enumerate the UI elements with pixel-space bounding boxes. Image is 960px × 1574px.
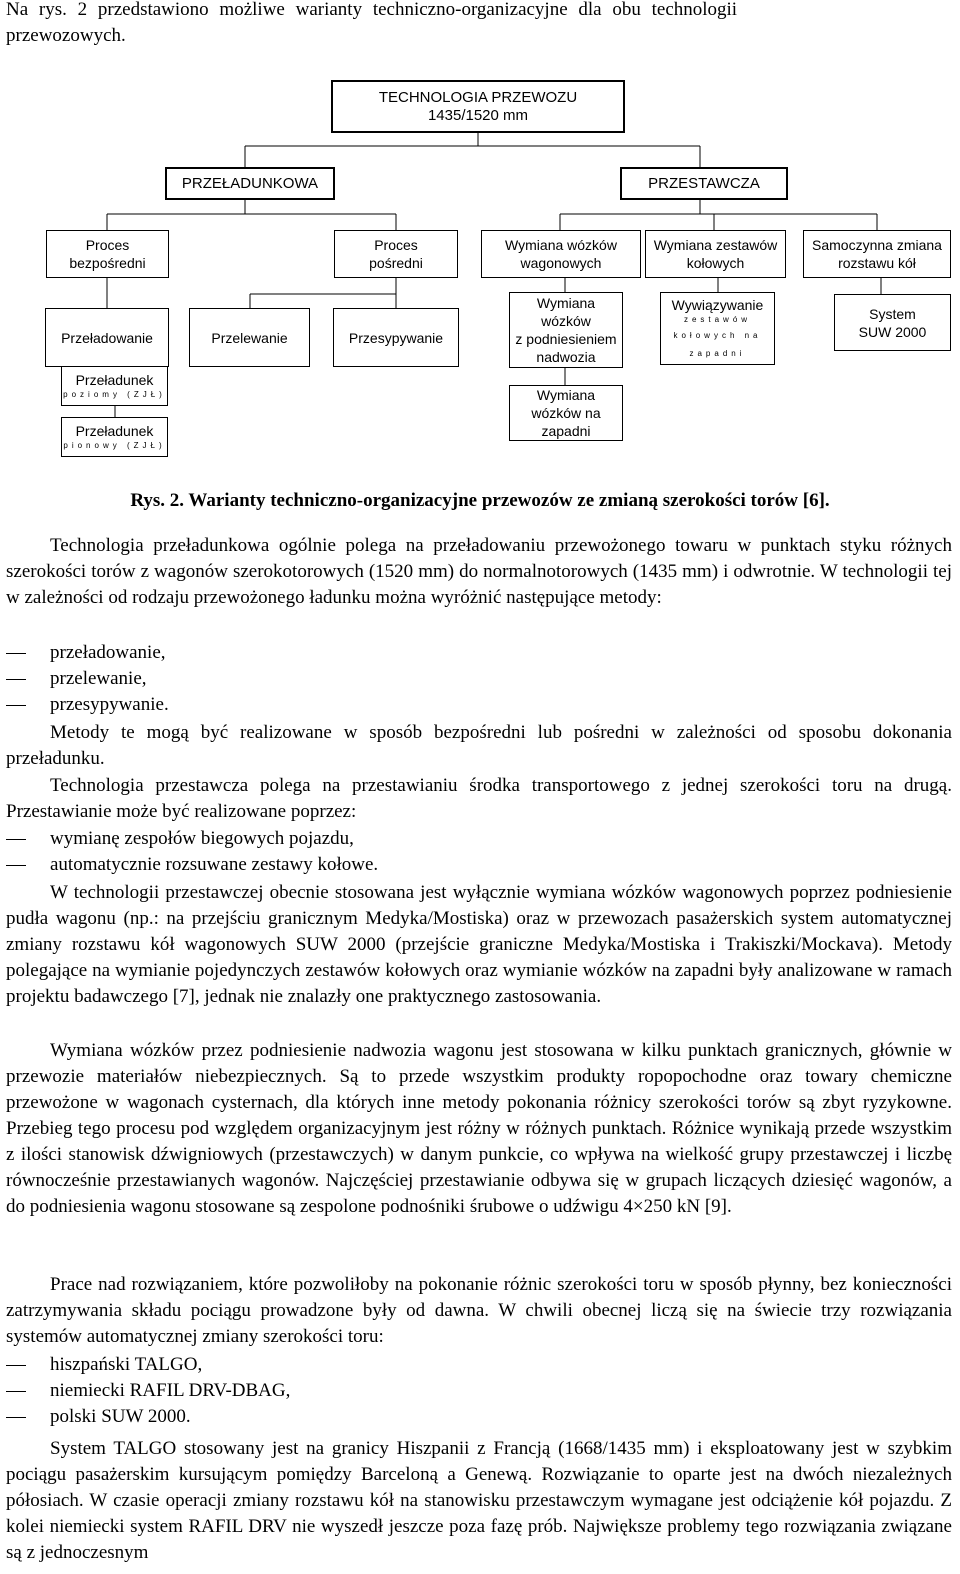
- dash-3: [6, 705, 26, 706]
- list-item: wymianę zespołów biegowych pojazdu,: [50, 828, 354, 849]
- diagram-wymiana-podniesienie-box: Wymiana wózków z podniesieniem nadwozia: [509, 292, 623, 368]
- paragraph-6: Prace nad rozwiązaniem, które pozwoliłoby na pokonanie różnic szerokości toru w sposób płynny, bez konieczności zatrzymywania składu pociągu prowadzone były od dawna. W chwili obecnej liczą się na świecie trzy rozwiązania systemów automatycznej zmiany szerokości toru:: [6, 1274, 952, 1347]
- diagram-przestawcza-box: PRZESTAWCZA: [620, 167, 788, 200]
- diagram-samoczynna-zmiana-box: Samoczynna zmiana rozstawu kół: [803, 230, 951, 278]
- paragraph-1: Technologia przeładunkowa ogólnie polega na przeładowaniu przewożonego towaru w punktach styku różnych szerokości torów z wagonów szerokotorowych (1520 mm) do normalnotorowych (1435 mm) i odwrotnie. W technologii tej w zależności od rodzaju przewożonego ładunku można wyróżnić następujące metody:: [6, 535, 952, 608]
- diagram-proces-posredni-box: Proces pośredni: [334, 230, 458, 278]
- intro-line-1: Na rys. 2 przedstawiono możliwe warianty techniczno-organizacyjne dla obu technologii: [6, 0, 738, 20]
- diagram-przeladunkowa-box: PRZEŁADUNKOWA: [165, 167, 335, 200]
- figure-caption: Rys. 2. Warianty techniczno-organizacyjne przewozów ze zmianą szerokości torów [6].: [130, 490, 830, 511]
- paragraph-7: System TALGO stosowany jest na granicy Hiszpanii z Francją (1668/1435 mm) i eksploatowany jest w szybkim pociągu pasażerskim kursującym pomiędzy Barceloną a Genewą. Rozwiązanie to oparte jest na dwóch niezależnych półosiach. W czasie operacji zmiany rozstawu kół na stanowisku przestawczym wymagane jest odciążenie kół pojazdu. Z kolei niemiecki system RAFIL DRV nie wyszedł jeszcze poza fazę prób. Największe problemy tego rozwiązania związane są z jednoczesnym: [6, 1438, 952, 1563]
- diagram-wymiana-zestawow-box: Wymiana zestawów kołowych: [645, 230, 786, 278]
- diagram-przeladunek-pionowy-box: Przeładunek pionowy (ZJŁ): [61, 417, 168, 457]
- paragraph-3: Technologia przestawcza polega na przestawianiu środka transportowego z jednej szerokości toru na drugą. Przestawianie może być realizowane poprzez:: [6, 775, 952, 822]
- dash-7: [6, 1391, 26, 1392]
- list-item: niemiecki RAFIL DRV-DBAG,: [50, 1380, 291, 1401]
- diagram-proces-bezposredni-box: Proces bezpośredni: [46, 230, 169, 278]
- diagram-przeladowanie-box: Przeładowanie: [45, 308, 169, 367]
- diagram-wymiana-zapadni-box: Wymiana wózków na zapadni: [509, 385, 623, 441]
- diagram-root-box: TECHNOLOGIA PRZEWOZU 1435/1520 mm: [331, 80, 625, 133]
- paragraph-4: W technologii przestawczej obecnie stosowana jest wyłącznie wymiana wózków wagonowych poprzez podniesienie pudła wagonu (np.: na przejściu granicznym Medyka/Mostiska) oraz w przewozach pasażerskich system automatycznej zmiany rozstawu kół wagonowych SUW 2000 (przejście graniczne Medyka/Mostiska i Trakiszki/Mockava). Metody polegające na wymianie pojedynczych zestawów kołowych oraz wymianie wózków na zapadni były analizowane w ramach projektu badawczego [7], jednak nie znalazły one praktycznego zastosowania.: [6, 882, 952, 1007]
- list-item: przesypywanie.: [50, 694, 169, 715]
- diagram-system-suw-box: System SUW 2000: [834, 294, 951, 351]
- dash-5: [6, 865, 26, 866]
- diagram-wywiazywanie-box: Wywiązywanie zestawów kołowych na zapadni: [660, 292, 775, 365]
- list-item: przeładowanie,: [50, 642, 166, 663]
- diagram-przesypywanie-box: Przesypywanie: [333, 308, 459, 367]
- paragraph-2: Metody te mogą być realizowane w sposób bezpośredni lub pośredni w zależności od sposobu dokonania przeładunku.: [6, 722, 952, 769]
- list-item: przelewanie,: [50, 668, 147, 689]
- diagram-wymiana-wozkow-box: Wymiana wózków wagonowych: [481, 230, 641, 278]
- dash-1: [6, 653, 26, 654]
- dash-6: [6, 1365, 26, 1366]
- list-item: polski SUW 2000.: [50, 1406, 191, 1427]
- intro-line-2: przewozowych.: [6, 25, 126, 46]
- paragraph-5: Wymiana wózków przez podniesienie nadwozia wagonu jest stosowana w kilku punktach granicznych, głównie w przewozie materiałów niebezpiecznych. Są to przede wszystkim produkty ropopochodne oraz towary chemiczne przewożone w wagonach cysternach, dla których inne metody pokonania różnicy szerokości torów są zbyt ryzykowne. Przebieg tego procesu pod względem organizacyjnym jest różny w różnych punktach. Różnice wynikają przede wszystkim z ilości stanowisk dźwigniowych (przestawczych) w danym punkcie, co wpływa na wielkość grupy przestawczej i liczbę równocześnie przestawianych wagonów. Najczęściej przestawianie odbywa się w grupach liczących dziesięć wagonów, a do podniesienia wagonu stosowane są zespolone podnośniki śrubowe o udźwigu 4×250 kN [9].: [6, 1040, 952, 1217]
- list-item: hiszpański TALGO,: [50, 1354, 203, 1375]
- diagram-przeladunek-poziomy-box: Przeładunek poziomy (ZJŁ): [61, 366, 168, 406]
- dash-8: [6, 1417, 26, 1418]
- dash-4: [6, 839, 26, 840]
- diagram-przelewanie-box: Przelewanie: [189, 308, 310, 367]
- dash-2: [6, 679, 26, 680]
- list-item: automatycznie rozsuwane zestawy kołowe.: [50, 854, 379, 875]
